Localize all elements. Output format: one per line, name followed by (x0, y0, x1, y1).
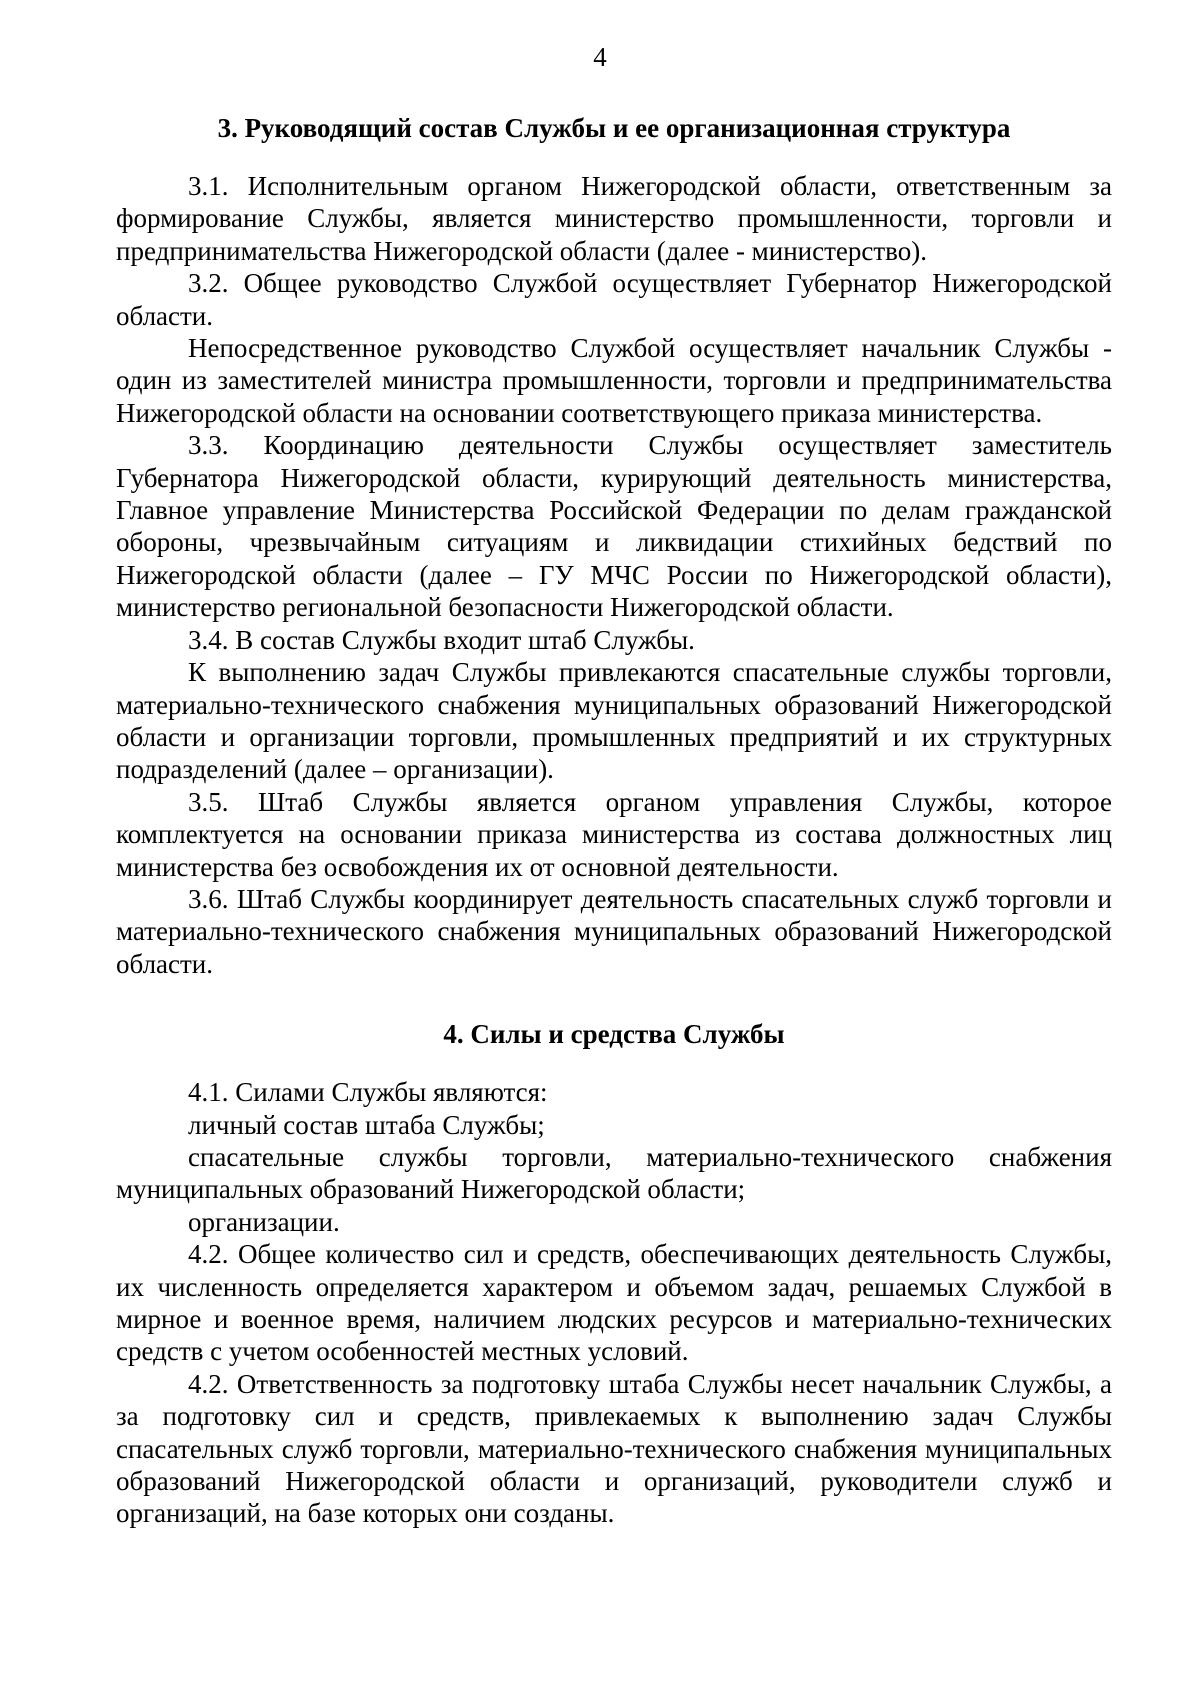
paragraph-3-4: 3.4. В состав Службы входит штаб Службы. (188, 624, 695, 655)
paragraph-3-2: 3.2. Общее руководство Службой осуществляет Губернатор Нижегородской области. (116, 268, 1112, 331)
paragraph-3-1: 3.1. Исполнительным органом Нижегородской области, ответственным за формирование Службы, является министерство промышленности, торговли и предпринимательства Нижегородской области (далее - министерство). (116, 171, 1112, 266)
paragraph-4-1: 4.1. Силами Службы являются: (188, 1077, 548, 1108)
paragraph-3-5: 3.5. Штаб Службы является органом управления Службы, которое комплектуется на основании приказа министерства из состава должностных лиц министерства без освобождения их от основной деятельности. (116, 786, 1112, 882)
paragraph-3-6: 3.6. Штаб Службы координирует деятельность спасательных служб торговли и материально-технического снабжения муниципальных образований Нижегородской области. (116, 883, 1112, 979)
document-body (116, 112, 1112, 1530)
paragraph-3-4-tasks: К выполнению задач Службы привлекаются спасательные службы торговли, материально-технического снабжения муниципальных образований Нижегородской области и организации торговли, промышленных предприятий и их структурных подразделений (далее – организации). (116, 657, 1112, 785)
section-4 (116, 1018, 1112, 1530)
page-number: 4 (593, 42, 607, 72)
paragraph-4-1-item-organizations: организации. (188, 1206, 340, 1237)
paragraph-4-2-responsibility: 4.2. Ответственность за подготовку штаба Службы несет начальник Службы, а за подготовку сил и средств, привлекаемых к выполнению задач Службы спасательных служб торговли, материально-технического снабжения муниципальных образований Нижегородской области и организаций, руководители служб и организаций, на базе которых они созданы. (116, 1368, 1112, 1529)
paragraph-4-2-quantity: 4.2. Общее количество сил и средств, обеспечивающих деятельность Службы, их численность определяется характером и объемом задач, решаемых Службой в мирное и военное время, наличием людских ресурсов и материально-технических средств с учетом особенностей местных условий. (116, 1239, 1112, 1367)
section-3-heading: 3. Руководящий состав Службы и ее организационная структура (217, 113, 1011, 143)
paragraph-3-3: 3.3. Координацию деятельности Службы осуществляет заместитель Губернатора Нижегородской области, курирующий деятельность министерства, Главное управление Министерства Российской Федерации по делам гражданской обороны, чрезвычайным ситуациям и ликвидации стихийных бедствий по Нижегородской области (далее – ГУ МЧС России по Нижегородской области), министерство региональной безопасности Нижегородской области. (116, 430, 1112, 623)
paragraph-3-2-direct-management: Непосредственное руководство Службой осуществляет начальник Службы - один из заместителей министра промышленности, торговли и предпринимательства Нижегородской области на основании соответствующего приказа министерства. (116, 333, 1112, 428)
paragraph-4-1-item-staff: личный состав штаба Службы; (188, 1109, 545, 1140)
paragraph-4-1-item-services: спасательные службы торговли, материально-технического снабжения муниципальных образований Нижегородской области; (116, 1141, 1112, 1205)
section-4-heading: 4. Силы и средства Службы (443, 1019, 785, 1050)
section-3 (116, 112, 1112, 980)
